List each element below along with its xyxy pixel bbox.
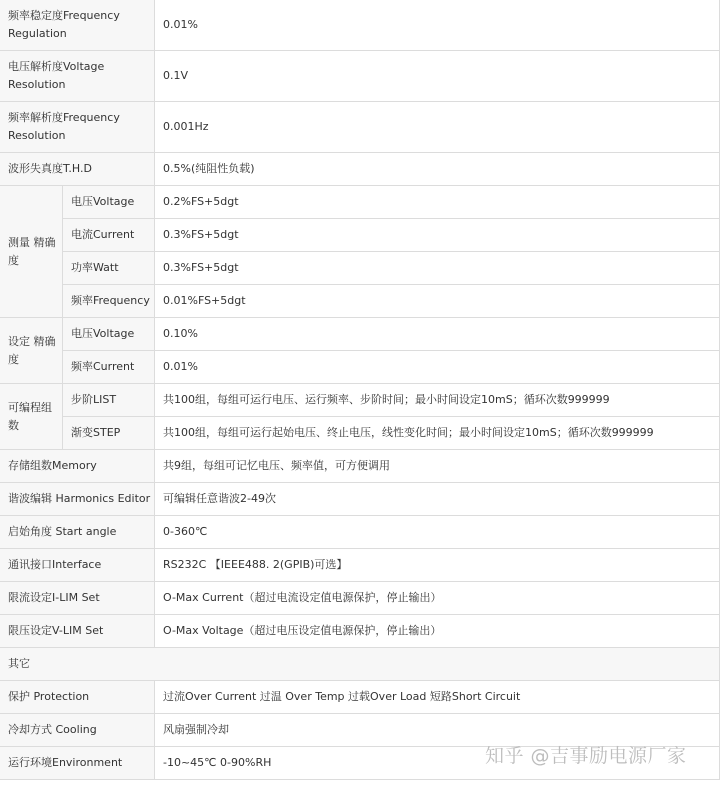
table-row xyxy=(0,153,720,186)
row-value: 0-360℃ xyxy=(155,516,720,549)
row-value: 0.3%FS+5dgt xyxy=(155,252,720,285)
row-label: 波形失真度T.H.D xyxy=(0,153,155,186)
row-value: 过流Over Current 过温 Over Temp 过载Over Load 短路Short Circuit xyxy=(155,681,720,714)
row-value: 共9组，每组可记忆电压、频率值，可方便调用 xyxy=(155,450,720,483)
row-value: 0.01% xyxy=(155,0,720,51)
table-row xyxy=(0,516,720,549)
row-label: 限压设定V-LIM Set xyxy=(0,615,155,648)
table-row xyxy=(0,648,720,681)
row-value: 0.5%(纯阻性负载) xyxy=(155,153,720,186)
row-value: 0.001Hz xyxy=(155,102,720,153)
row-value: 0.10% xyxy=(155,318,720,351)
row-label: 限流设定I-LIM Set xyxy=(0,582,155,615)
table-row xyxy=(0,318,720,351)
table-row xyxy=(0,285,720,318)
sub-label: 电流Current xyxy=(63,219,155,252)
table-row xyxy=(0,615,720,648)
row-label: 启始角度 Start angle xyxy=(0,516,155,549)
row-value: 0.01% xyxy=(155,351,720,384)
table-row xyxy=(0,681,720,714)
watermark: 知乎 @吉事励电源厂家 xyxy=(485,745,687,767)
row-value: 可编辑任意谐波2-49次 xyxy=(155,483,720,516)
table-row xyxy=(0,51,720,102)
table-row xyxy=(0,252,720,285)
section-header-other: 其它 xyxy=(0,648,720,681)
sub-label: 步阶LIST xyxy=(63,384,155,417)
table-row xyxy=(0,102,720,153)
row-value: O-Max Voltage（超过电压设定值电源保护，停止输出） xyxy=(155,615,720,648)
row-value: O-Max Current（超过电流设定值电源保护，停止输出） xyxy=(155,582,720,615)
group-label-programmable-groups: 可编程组数 xyxy=(0,384,63,450)
row-label: 谐波编辑 Harmonics Editor xyxy=(0,483,155,516)
row-value: 0.1V xyxy=(155,51,720,102)
row-value: -10~45℃ 0-90%RH xyxy=(155,747,720,780)
row-label: 保护 Protection xyxy=(0,681,155,714)
table-row xyxy=(0,417,720,450)
table-row xyxy=(0,186,720,219)
row-value: 共100组，每组可运行起始电压、终止电压，线性变化时间；最小时间设定10mS；循环次数999999 xyxy=(155,417,720,450)
group-label-setting-accuracy: 设定 精确度 xyxy=(0,318,63,384)
sub-label: 渐变STEP xyxy=(63,417,155,450)
row-label: 频率稳定度Frequency Regulation xyxy=(0,0,155,51)
table-row xyxy=(0,549,720,582)
row-value: 风扇强制冷却 xyxy=(155,714,720,747)
table-row xyxy=(0,0,720,51)
sub-label: 频率Current xyxy=(63,351,155,384)
row-label: 电压解析度Voltage Resolution xyxy=(0,51,155,102)
row-label: 存储组数Memory xyxy=(0,450,155,483)
row-value: 0.3%FS+5dgt xyxy=(155,219,720,252)
table-row xyxy=(0,450,720,483)
table-row xyxy=(0,351,720,384)
sub-label: 电压Voltage xyxy=(63,318,155,351)
row-label: 通讯接口Interface xyxy=(0,549,155,582)
row-label: 冷却方式 Cooling xyxy=(0,714,155,747)
sub-label: 功率Watt xyxy=(63,252,155,285)
table-row xyxy=(0,483,720,516)
sub-label: 频率Frequency xyxy=(63,285,155,318)
row-value: RS232C 【IEEE488. 2(GPIB)可选】 xyxy=(155,549,720,582)
table-row xyxy=(0,582,720,615)
row-value: 0.2%FS+5dgt xyxy=(155,186,720,219)
row-value: 共100组，每组可运行电压、运行频率、步阶时间；最小时间设定10mS；循环次数999999 xyxy=(155,384,720,417)
group-label-measure-accuracy: 测量 精确度 xyxy=(0,186,63,318)
row-value: 0.01%FS+5dgt xyxy=(155,285,720,318)
sub-label: 电压Voltage xyxy=(63,186,155,219)
row-label: 运行环境Environment xyxy=(0,747,155,780)
table-row xyxy=(0,219,720,252)
table-row xyxy=(0,384,720,417)
row-label: 频率解析度Frequency Resolution xyxy=(0,102,155,153)
